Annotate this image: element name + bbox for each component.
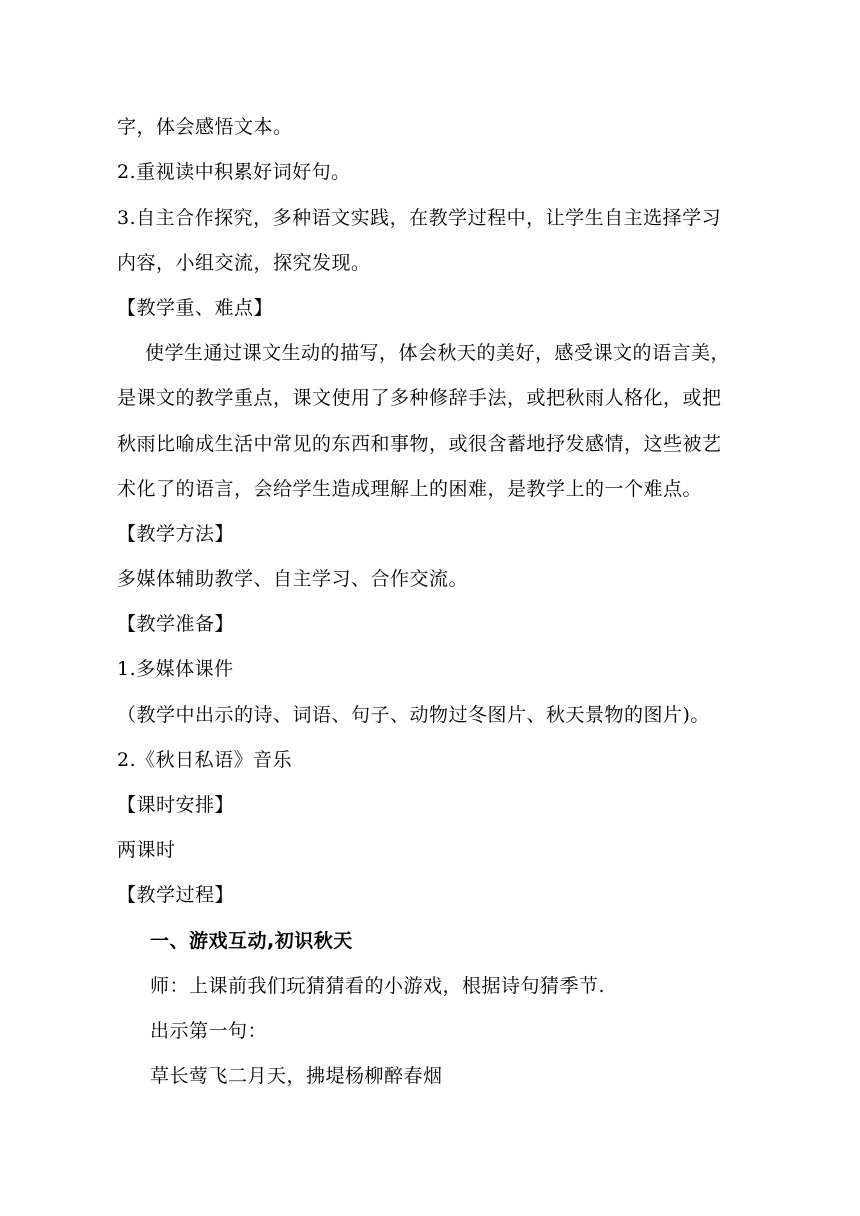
section-heading: 【教学过程】: [117, 884, 235, 906]
paragraph-line: 术化了的语言，会给学生造成理解上的困难，是教学上的一个难点。: [117, 478, 703, 500]
subsection-heading: 一、游戏互动,初识秋天: [150, 930, 353, 952]
list-item: 2.重视读中积累好词好句。: [117, 161, 351, 183]
paragraph-line: 使学生通过课文生动的描写，体会秋天的美好，感受课文的语言美，: [145, 342, 731, 364]
list-item: 1.多媒体课件: [117, 658, 234, 680]
text-line: 内容，小组交流，探究发现。: [117, 252, 371, 274]
paragraph-line: 出示第一句：: [150, 1020, 268, 1042]
paragraph-line: 师：上课前我们玩猜猜看的小游戏，根据诗句猜季节.: [150, 975, 606, 997]
section-heading: 【教学方法】: [117, 523, 235, 545]
poem-line: 草长莺飞二月天，拂堤杨柳醉春烟: [150, 1065, 443, 1087]
text-line: 字，体会感悟文本。: [117, 116, 293, 138]
section-heading: 【教学重、难点】: [117, 297, 274, 319]
text-line: 多媒体辅助教学、自主学习、合作交流。: [117, 568, 469, 590]
section-heading: 【课时安排】: [117, 794, 235, 816]
list-item: 2.《秋日私语》音乐: [117, 749, 293, 771]
list-item: 3.自主合作探究，多种语文实践，在教学过程中，让学生自主选择学习: [117, 207, 722, 229]
text-line: （教学中出示的诗、词语、句子、动物过冬图片、秋天景物的图片)。: [117, 704, 710, 726]
paragraph-line: 是课文的教学重点，课文使用了多种修辞手法，或把秋雨人格化，或把: [117, 387, 722, 409]
section-heading: 【教学准备】: [117, 613, 235, 635]
text-line: 两课时: [117, 839, 176, 861]
paragraph-line: 秋雨比喻成生活中常见的东西和事物，或很含蓄地抒发感情，这些被艺: [117, 433, 722, 455]
